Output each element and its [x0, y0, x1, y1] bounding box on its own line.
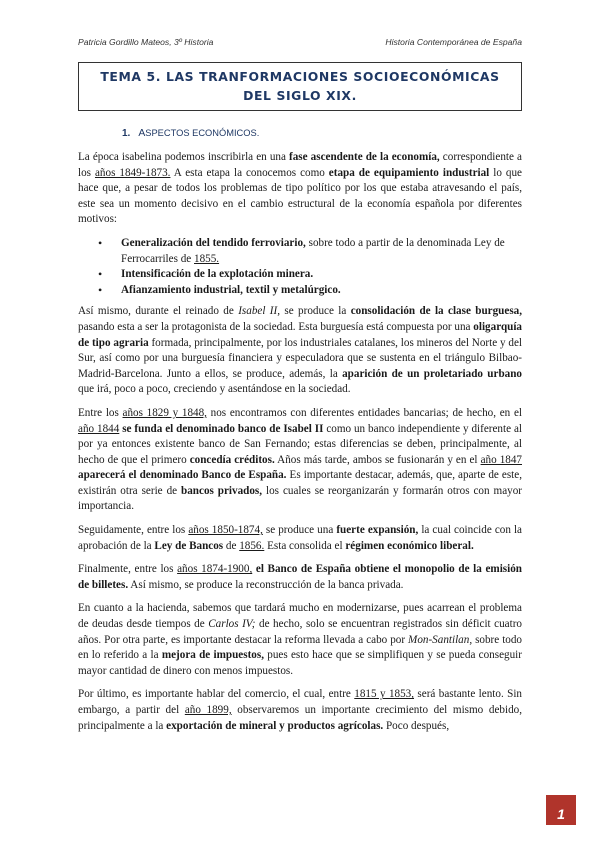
- section-number: 1.: [122, 128, 131, 139]
- list-item: • Intensificación de la explotación minera.: [98, 267, 522, 283]
- page-header: [78, 37, 522, 47]
- paragraph-5: Finalmente, entre los años 1874-1900, el Banco de España obtiene el monopolio de la emisión de billetes. Así mismo, se produce la reconstrucción de la banca privada.: [78, 563, 523, 591]
- paragraph-6: En cuanto a la hacienda, sabemos que tardará mucho en modernizarse, pues acarrean el problema de deudas desde tiempos de Carlos IV; de hecho, solo se encuentran registrados sin déficit cuatro años. Por otra parte, es importante destacar la reforma llevada a cabo por Mon-Santilan, sobre todo en lo referido a la mejora de impuestos, pues esto hace que se simplifiquen y se pueda conseguir mayor cantidad de dinero con menos impuestos.: [78, 602, 522, 677]
- header-author: Patricia Gordillo Mateos, 3º Historia: [78, 37, 214, 47]
- section-initial: A: [138, 128, 146, 139]
- page-number-badge: [546, 795, 576, 825]
- paragraph-3: Entre los años 1829 y 1848, nos encontramos con diferentes entidades bancarias; de hecho, en el año 1844 se funda el denominado banco de Isabel II como un banco independiente y diferente al por ya entonces existente banco de San Fernando; estas diferencias se deben, principalmente, al hecho de que el primero concedía créditos. Años más tarde, ambos se fusionarán y en el año 1847 aparecerá el denominado Banco de España. Es importante destacar, además, que, aparte de este, existirán otra serie de bancos privados, los cuales se reorganizarán y formarán otros con mayor importancia.: [78, 406, 522, 513]
- list-item: • Generalización del tendido ferroviario, sobre todo a partir de la denominada Ley de Ferrocarriles de 1855.: [98, 236, 522, 267]
- title-box: [78, 62, 522, 111]
- section-title: SPECTOS ECONÓMICOS: [145, 128, 257, 138]
- section-heading: [122, 128, 259, 139]
- section-dot: .: [256, 128, 260, 138]
- paragraph-2: Así mismo, durante el reinado de Isabel II, se produce la consolidación de la clase burguesa, pasando esta a ser la protagonista de la sociedad. Esta burguesía está compuesta por una oligarquía de tipo agraria formada, principalmente, por los industriales catalanes, los mineros del Norte y del Sur, así como por una burguesía financiera y especuladora que se sustenta en el triángulo Bilbao-Madrid-Barcelona. Junto a ellos, se produce, además, la aparición de un proletariado urbano que irá, poco a poco, creciendo y asentándose en la sociedad.: [78, 305, 523, 396]
- bullet-list: [78, 236, 522, 298]
- paragraph-1: La época isabelina podemos inscribirla en una fase ascendente de la economía, correspondiente a los años 1849-1873. A esta etapa la conocemos como etapa de equipamiento industrial lo que hace que, a pesar de todos los problemas de tipo político por los que estaba atravesando el país, este sea un momento decisivo en el cambio estructural de la economía española por diferentes motivos:: [78, 151, 522, 226]
- list-item: • Afianzamiento industrial, textil y metalúrgico.: [98, 283, 522, 299]
- document-body: [78, 150, 522, 742]
- page-title: TEMA 5. LAS TRANFORMACIONES SOCIOECONÓMICAS DEL SIGLO XIX.: [100, 69, 500, 103]
- paragraph-4: Seguidamente, entre los años 1850-1874, se produce una fuerte expansión, la cual coincide con la aprobación de la Ley de Bancos de 1856. Esta consolida el régimen económico liberal.: [78, 524, 522, 552]
- page-number: 1: [557, 806, 565, 822]
- paragraph-7: Por último, es importante hablar del comercio, el cual, entre 1815 y 1853, será bastante lento. Sin embargo, a partir del año 1899, observaremos un importante crecimiento del mismo debido, principalmente a la exportación de mineral y productos agrícolas. Poco después,: [78, 688, 522, 732]
- header-course: Historia Contemporánea de España: [385, 37, 522, 47]
